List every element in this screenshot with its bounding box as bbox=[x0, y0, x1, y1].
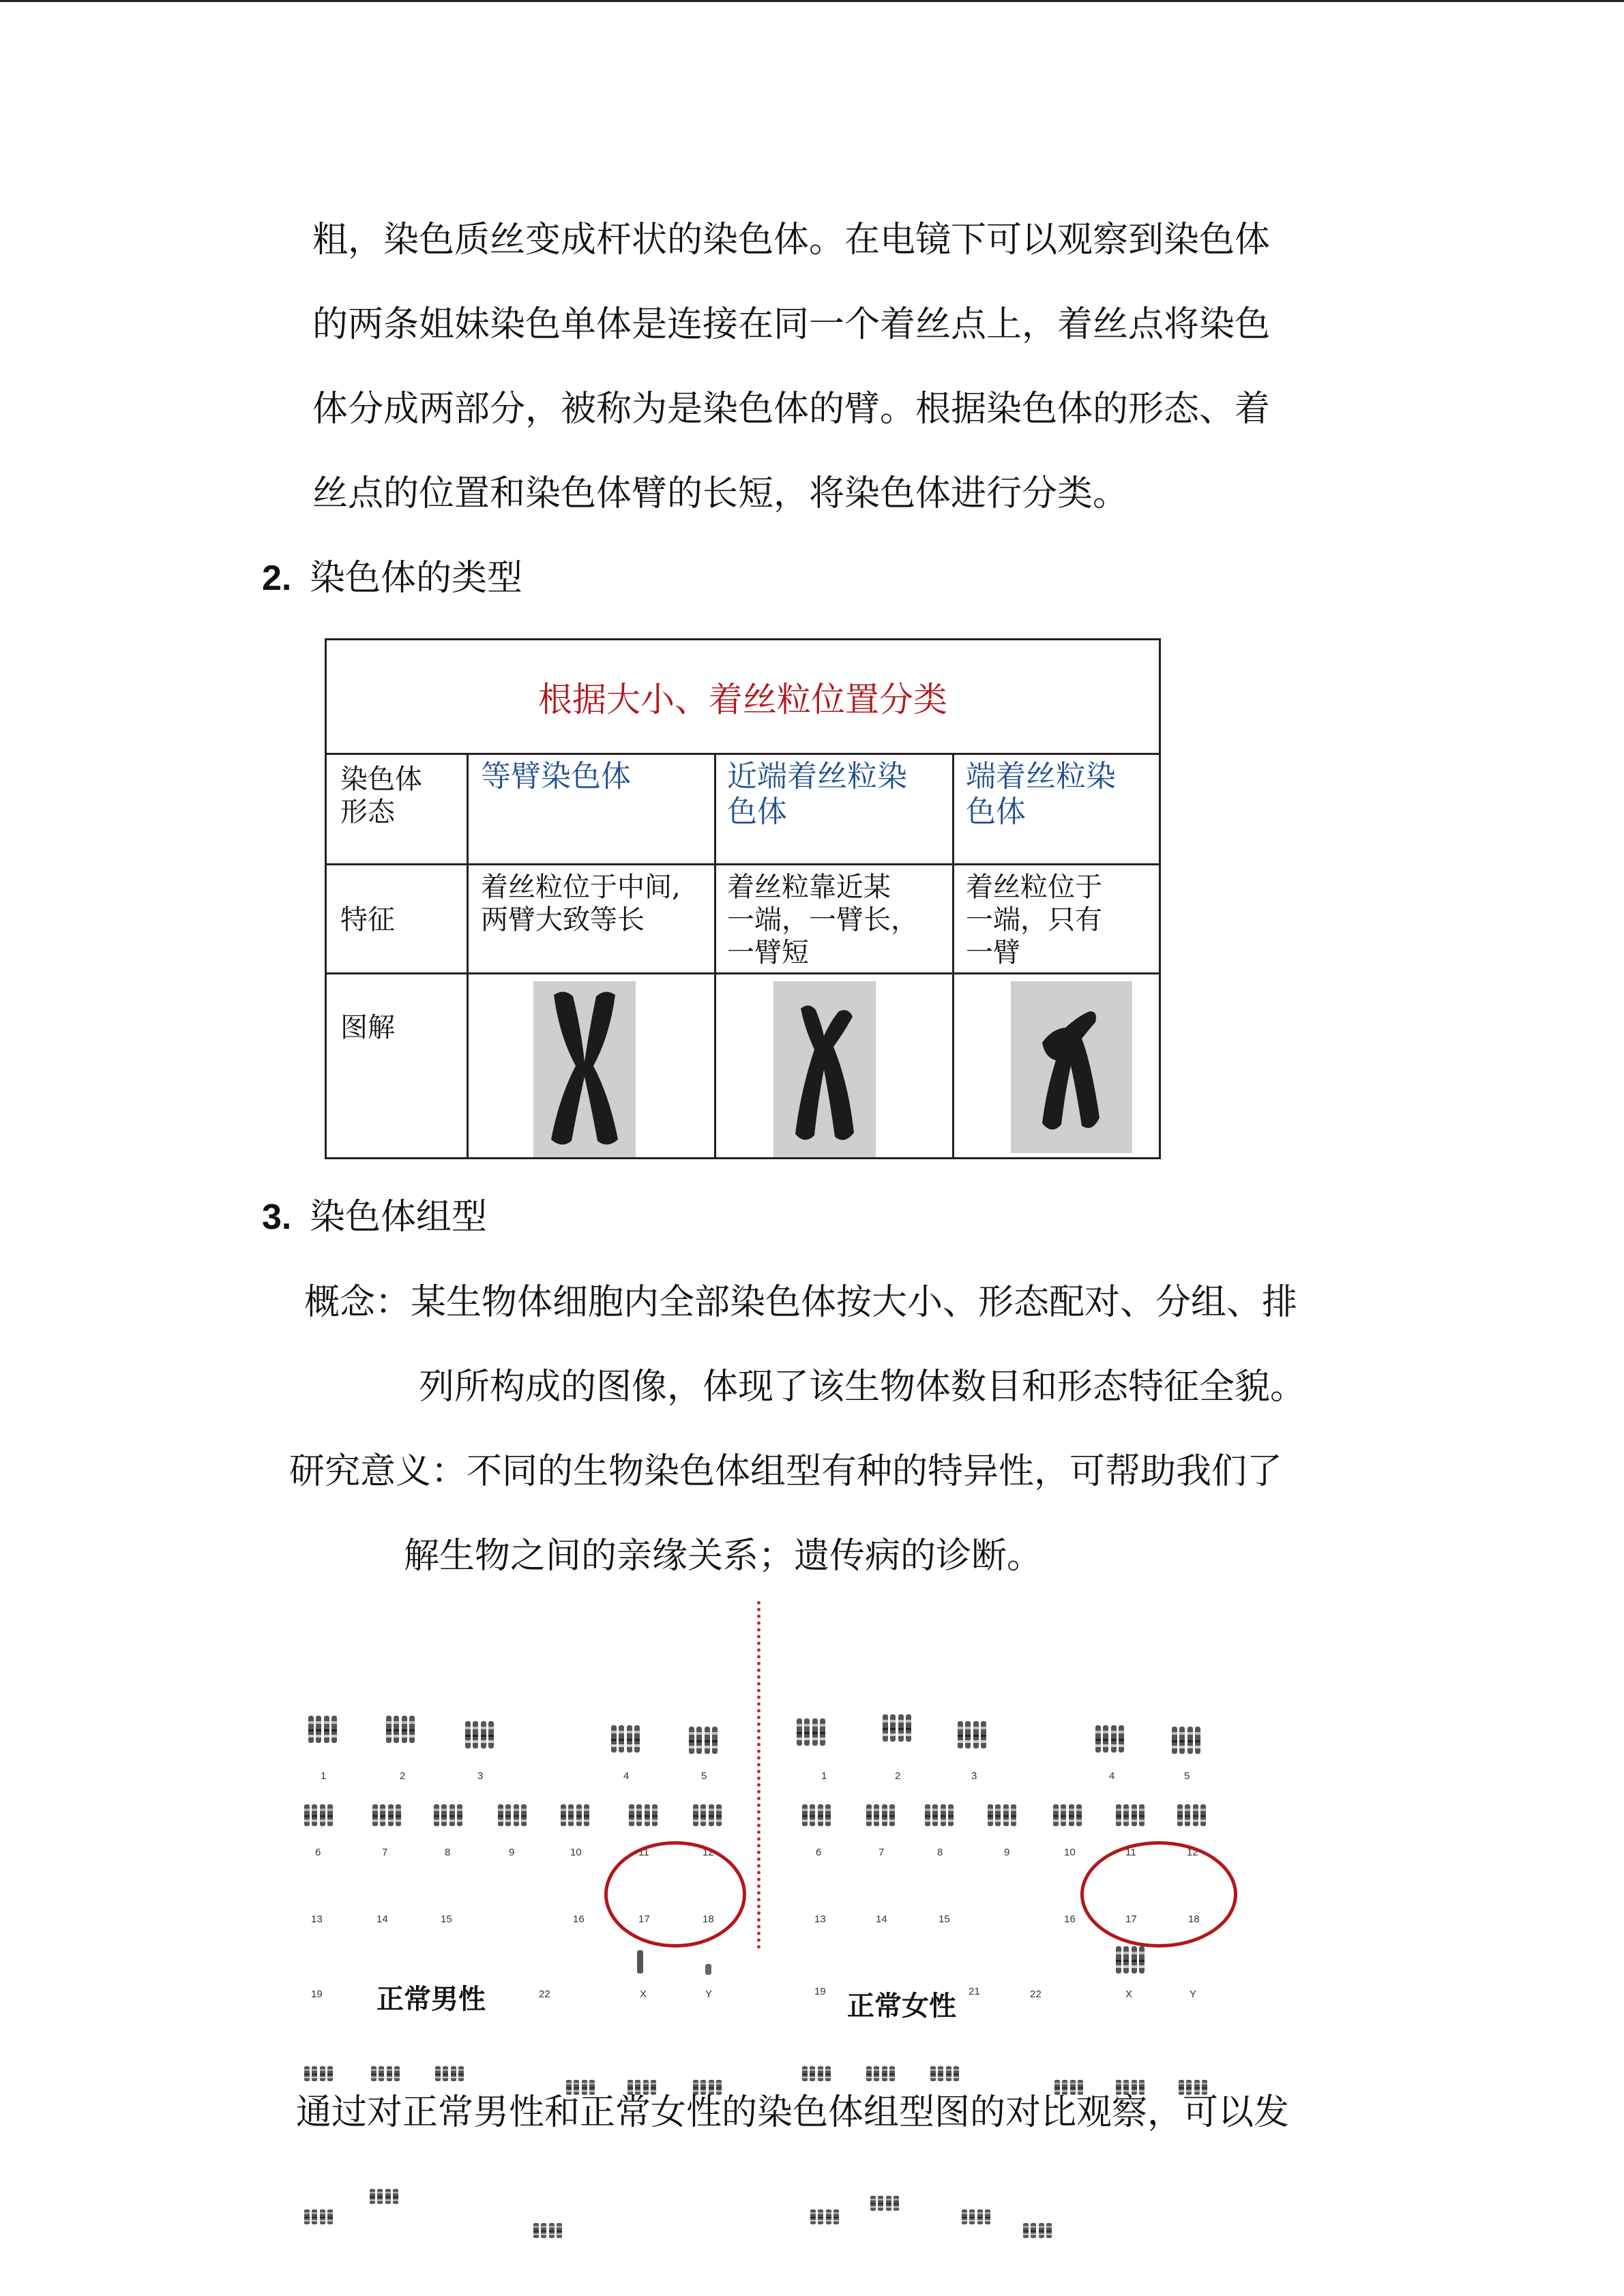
female-label: 正常女性 bbox=[847, 1991, 956, 2021]
intro-line: 体分成两部分，被称为是染色体的臂。根据染色体的形态、着 bbox=[312, 389, 1271, 430]
chromosome-pair bbox=[958, 1721, 986, 1748]
chromosome-pair bbox=[371, 2066, 400, 2081]
chromosome-pair bbox=[797, 1718, 825, 1746]
chromosome-number: 7 bbox=[382, 1847, 388, 1858]
chromosome-number: 2 bbox=[895, 1770, 901, 1782]
chromosome-number: 11 bbox=[1125, 1847, 1136, 1858]
chromosome-pair bbox=[372, 1804, 401, 1826]
chromosome-pair bbox=[925, 1804, 954, 1826]
chromosome-pair bbox=[304, 1804, 333, 1826]
significance-line: 解生物之间的亲缘关系；遗传病的诊断。 bbox=[404, 1536, 1043, 1577]
chromosome-number: 9 bbox=[509, 1847, 515, 1858]
chromosome-pair bbox=[533, 2223, 562, 2238]
chromosome-number: 13 bbox=[311, 1913, 323, 1925]
row-header-feature: 特征 bbox=[340, 904, 395, 936]
closing-line: 通过对正常男性和正常女性的染色体组型图的对比观察，可以发 bbox=[296, 2092, 1290, 2133]
chromosome-pair bbox=[1023, 2223, 1052, 2238]
chromosome-pair bbox=[930, 2066, 959, 2081]
chromosome-pair-xx bbox=[1116, 1946, 1145, 1973]
type-name-line: 色体 bbox=[727, 794, 787, 829]
section-title: 染色体的类型 bbox=[310, 558, 523, 599]
chromosome-number: 4 bbox=[1109, 1770, 1115, 1782]
chromosome-pair bbox=[308, 1716, 337, 1743]
chromosome-number: 21 bbox=[969, 1986, 980, 1997]
chromosome-pair bbox=[883, 1714, 911, 1742]
chromosome-number: 15 bbox=[441, 1913, 452, 1925]
highlight-circle-female-17-18 bbox=[1080, 1841, 1237, 1948]
chromosome-pair bbox=[1095, 1725, 1124, 1753]
type-name-line: 色体 bbox=[966, 794, 1026, 829]
significance-line: 研究意义：不同的生物染色体组型有种的特异性，可帮助我们了 bbox=[289, 1451, 1283, 1492]
chromosome-pair bbox=[866, 2066, 895, 2081]
row-header-line: 染色体 bbox=[340, 764, 422, 795]
chromosome-pair bbox=[689, 1727, 718, 1754]
chromosome-number: 18 bbox=[1188, 1913, 1200, 1925]
chromosome-number: 10 bbox=[1064, 1847, 1076, 1858]
chromosome-number: 19 bbox=[814, 1986, 826, 1997]
chromosome-number: 3 bbox=[477, 1770, 484, 1782]
concept-line: 概念：某生物体细胞内全部染色体按大小、形态配对、分组、排 bbox=[304, 1282, 1298, 1323]
feature-line: 一臂短 bbox=[727, 937, 809, 968]
chromosome-number: Y bbox=[705, 1988, 713, 2000]
feature-line: 着丝粒位于中间, bbox=[481, 871, 681, 903]
chromosome-number: 4 bbox=[623, 1770, 630, 1782]
type-name-line: 端着丝粒染 bbox=[966, 759, 1116, 794]
chromosome-pair bbox=[1116, 1804, 1145, 1826]
feature-line: 着丝粒靠近某 bbox=[727, 871, 891, 903]
chromosome-number: 7 bbox=[879, 1847, 885, 1858]
intro-line: 粗，染色质丝变成杆状的染色体。在电镜下可以观察到染色体 bbox=[312, 220, 1271, 260]
chromosome-number: 18 bbox=[703, 1913, 714, 1925]
chromosome-number: 22 bbox=[539, 1988, 550, 2000]
chromosome-number: 13 bbox=[814, 1913, 826, 1925]
chromosome-pair bbox=[962, 2209, 990, 2224]
feature-line: 两臂大致等长 bbox=[481, 904, 645, 936]
chromosome-y bbox=[705, 1964, 711, 1975]
chromosome-pair bbox=[629, 1804, 658, 1826]
chromosome-pair bbox=[435, 2066, 464, 2081]
chromosome-number: 14 bbox=[876, 1913, 887, 1925]
feature-line: 一臂 bbox=[966, 937, 1020, 968]
chromosome-pair bbox=[693, 1804, 722, 1826]
chromosome-pair bbox=[370, 2189, 398, 2204]
section-number: 3. bbox=[262, 1197, 292, 1237]
chromosome-number: Y bbox=[1190, 1988, 1197, 2000]
row-header-diagram: 图解 bbox=[340, 1012, 395, 1043]
chromosome-number: 6 bbox=[816, 1847, 822, 1858]
chromosome-number: 12 bbox=[1187, 1847, 1198, 1858]
table-caption: 根据大小、着丝粒位置分类 bbox=[538, 679, 947, 719]
chromosome-number: 11 bbox=[638, 1847, 649, 1858]
chromosome-number: 14 bbox=[377, 1913, 388, 1925]
chromosome-pair bbox=[498, 1804, 527, 1826]
chromosome-number: 15 bbox=[939, 1913, 950, 1925]
chromosome-pair bbox=[1172, 1727, 1200, 1754]
chromosome-number: 3 bbox=[971, 1770, 977, 1782]
type-name-line: 近端着丝粒染 bbox=[727, 759, 907, 794]
chromosome-number: 8 bbox=[937, 1847, 943, 1858]
chromosome-number: 1 bbox=[821, 1770, 827, 1782]
chromosome-number: X bbox=[1125, 1988, 1133, 2000]
chromosome-pair bbox=[870, 2196, 899, 2211]
chromosome-number: 22 bbox=[1030, 1988, 1042, 2000]
chromosome-pair bbox=[386, 1716, 415, 1743]
chromosome-number: 1 bbox=[321, 1770, 327, 1782]
chromosome-number: 5 bbox=[1184, 1770, 1190, 1782]
chromosome-pair bbox=[810, 2209, 839, 2224]
chromosome-pair bbox=[802, 2066, 831, 2081]
chromosome-pair bbox=[866, 1804, 895, 1826]
section-number: 2. bbox=[262, 558, 292, 598]
chromosome-number: 17 bbox=[1125, 1913, 1137, 1925]
chromosome-number: 16 bbox=[1064, 1913, 1076, 1925]
female-karyotype bbox=[797, 1714, 1207, 2238]
chromosome-number: 10 bbox=[570, 1847, 582, 1858]
chromosome-number: 19 bbox=[311, 1988, 323, 2000]
chromosome-pair bbox=[434, 1804, 462, 1826]
intro-line: 丝点的位置和染色体臂的长短，将染色体进行分类。 bbox=[312, 473, 1129, 514]
male-karyotype bbox=[304, 1716, 722, 2238]
chromosome-number: 8 bbox=[445, 1847, 451, 1858]
intro-line: 的两条姐妹染色单体是连接在同一个着丝点上，着丝点将染色 bbox=[312, 304, 1271, 345]
feature-line: 着丝粒位于 bbox=[966, 871, 1102, 903]
chromosome-number: 16 bbox=[573, 1913, 585, 1925]
chromosome-number: 5 bbox=[701, 1770, 707, 1782]
row-header-line: 形态 bbox=[340, 796, 395, 828]
chromosome-pair bbox=[611, 1725, 640, 1753]
chromosome-pair bbox=[1177, 1804, 1206, 1826]
chromosome-number: 12 bbox=[703, 1847, 714, 1858]
chromosome-pair bbox=[561, 1804, 589, 1826]
chromosome-pair bbox=[465, 1721, 494, 1748]
chromosome-pair bbox=[304, 2209, 333, 2224]
chromosome-x bbox=[637, 1950, 643, 1973]
concept-line: 列所构成的图像，体现了该生物体数目和形态特征全貌。 bbox=[419, 1367, 1306, 1407]
chromosome-pair bbox=[1053, 1804, 1082, 1826]
chromosome-number: 2 bbox=[400, 1770, 406, 1782]
chromosome-number: 9 bbox=[1004, 1847, 1010, 1858]
section-title: 染色体组型 bbox=[310, 1197, 488, 1238]
type-name-line: 等臂染色体 bbox=[481, 759, 631, 794]
feature-line: 一端，一臂长， bbox=[727, 904, 918, 936]
chromosome-number: 6 bbox=[315, 1847, 321, 1858]
chromosome-number: 17 bbox=[638, 1913, 650, 1925]
chromosome-number: X bbox=[640, 1988, 647, 2000]
chromosome-pair bbox=[802, 1804, 831, 1826]
male-label: 正常男性 bbox=[377, 1984, 486, 2014]
feature-line: 一端，只有 bbox=[966, 904, 1102, 936]
highlight-circle-male-17-18 bbox=[604, 1841, 746, 1948]
chromosome-pair bbox=[988, 1804, 1016, 1826]
chromosome-pair bbox=[304, 2066, 333, 2081]
